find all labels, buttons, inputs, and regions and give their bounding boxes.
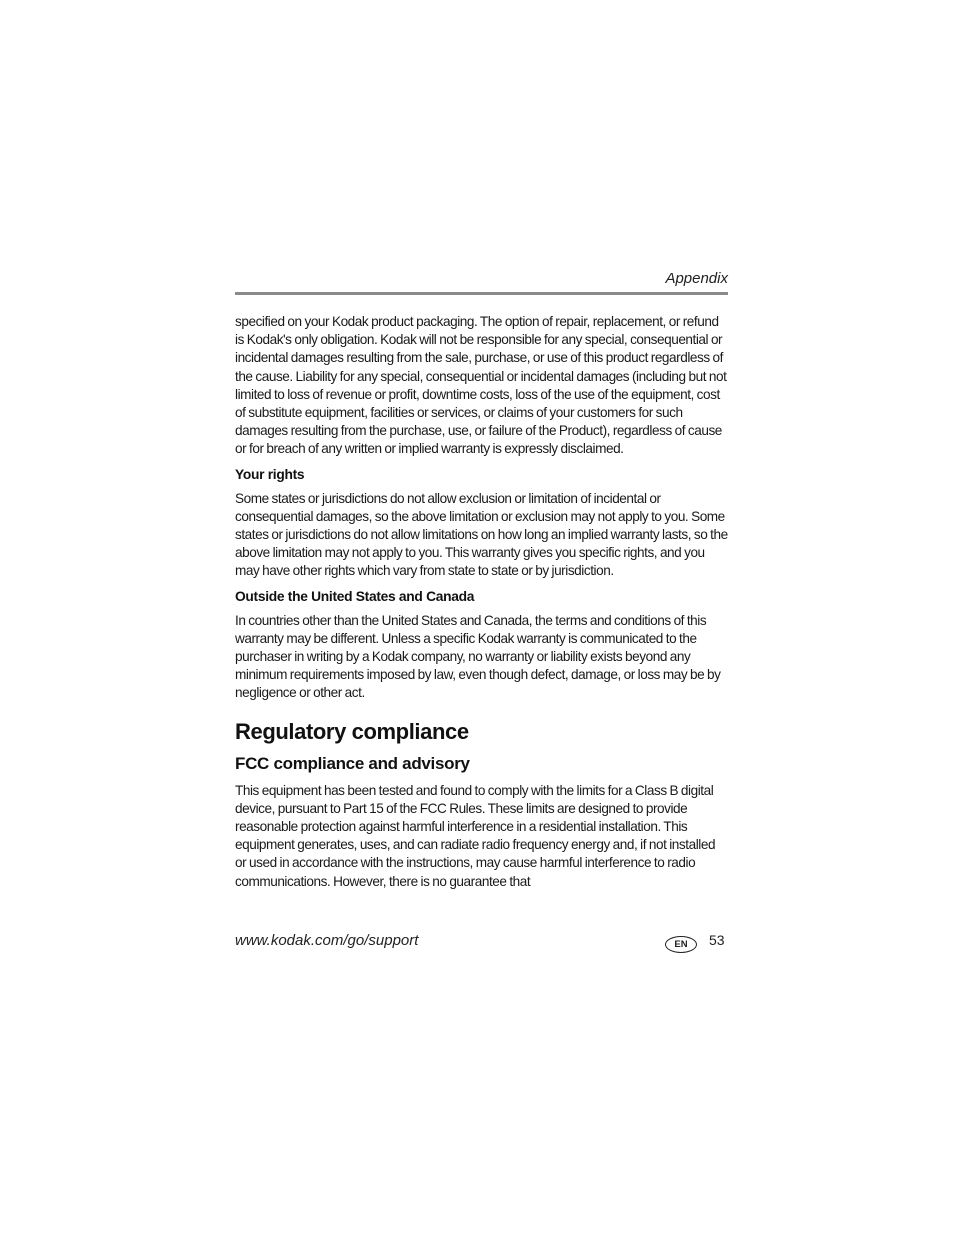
your-rights-paragraph: Some states or jurisdictions do not allow exclusion or limitation of incidental or consequential damages, so the above limitation or exclusion may not apply to you. Some states or jurisdictions do not allow limitations on how long an implied warranty lasts, so the above limitation may not apply to you. This warranty gives you specific rights, and you may have other rights which vary from state to state or by jurisdiction. <box>235 490 728 579</box>
regulatory-compliance-heading: Regulatory compliance <box>235 718 469 744</box>
page-header <box>235 270 728 296</box>
page-content <box>235 313 728 891</box>
section-name: Appendix <box>665 270 728 287</box>
your-rights-heading: Your rights <box>235 466 305 482</box>
warranty-limitation-paragraph: specified on your Kodak product packaging. The option of repair, replacement, or refund is Kodak's only obligation. Kodak will not be responsible for any special, consequential or incidental damages resulting from the sale, purchase, or use of this product regardless of the cause. Liability for any special, consequential or incidental damages (including but not limited to loss of revenue or profit, downtime costs, loss of the use of the equipment, cost of substitute equipment, facilities or services, or claims of your customers for such damages resulting from the purchase, use, or failure of the Product), regardless of cause or for breach of any written or implied warranty is expressly disclaimed. <box>235 314 727 457</box>
page-footer <box>235 931 728 955</box>
outside-us-canada-paragraph: In countries other than the United States and Canada, the terms and conditions of this warranty may be different. Unless a specific Kodak warranty is communicated to the purchaser in writing by a Kodak company, no warranty or liability exists beyond any minimum requirements imposed by law, even though defect, damage, or loss may be by negligence or other act. <box>235 612 721 701</box>
fcc-compliance-paragraph: This equipment has been tested and found to comply with the limits for a Class B digital device, pursuant to Part 15 of the FCC Rules. These limits are designed to provide reasonable protection against harmful interference in a residential installation. This equipment generates, uses, and can radiate radio frequency energy and, if not installed or used in accordance with the instructions, may cause harmful interference to radio communications. However, there is no guarantee that <box>235 782 716 889</box>
page-number: 53 <box>709 932 725 948</box>
support-url-link[interactable]: www.kodak.com/go/support <box>235 932 419 949</box>
header-rule <box>235 292 728 295</box>
fcc-compliance-heading: FCC compliance and advisory <box>235 753 470 773</box>
outside-us-canada-heading: Outside the United States and Canada <box>235 588 475 604</box>
language-badge: EN <box>665 936 697 953</box>
